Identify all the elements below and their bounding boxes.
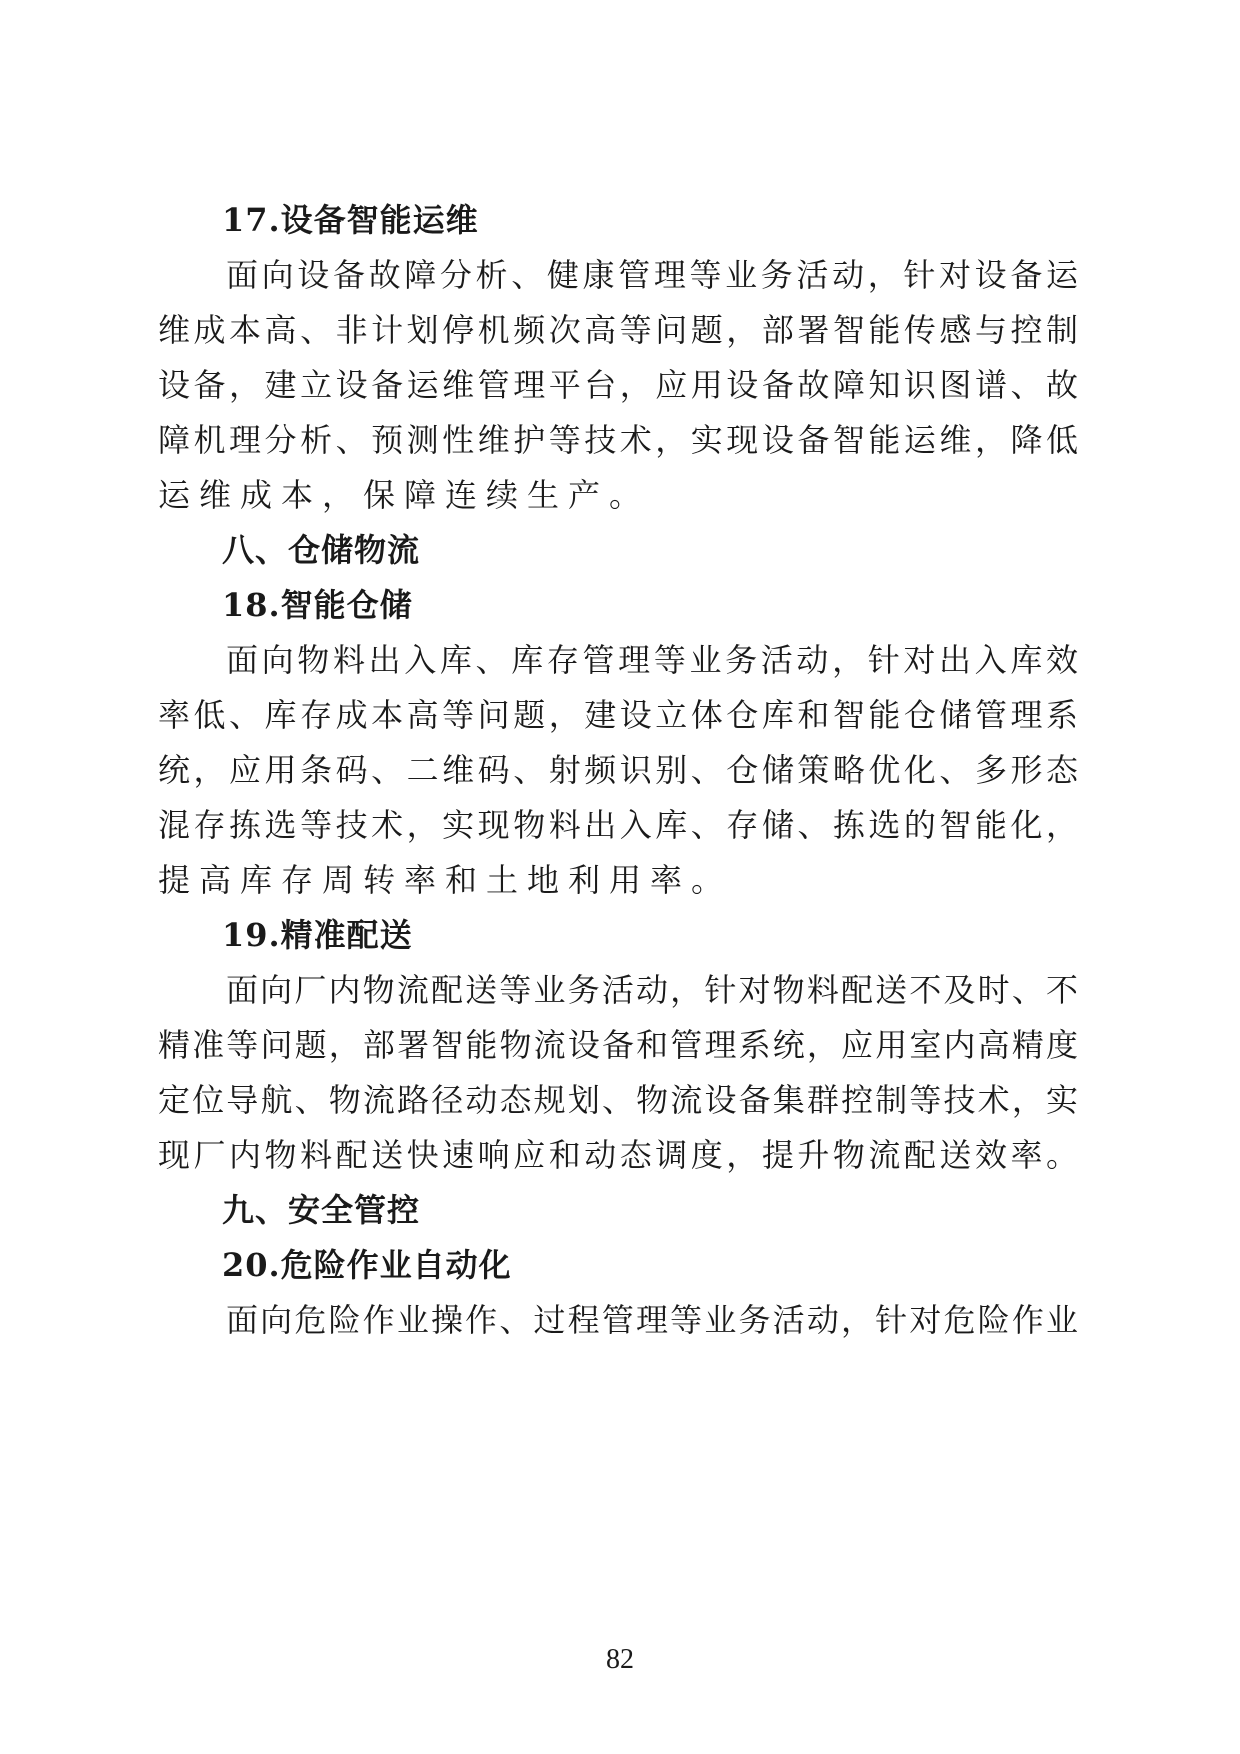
section-17-line-2: 维成本高、非计划停机频次高等问题，部署智能传感与控制 (158, 311, 1078, 349)
chapter-8-title: 八、仓储物流 (222, 531, 421, 569)
section-18-line-5: 提高库存周转率和土地利用率。 (158, 861, 733, 899)
section-17-title: 17.设备智能运维 (222, 201, 479, 239)
section-18-title: 18.智能仓储 (222, 586, 413, 624)
section-20-line-1: 面向危险作业操作、过程管理等业务活动，针对危险作业 (226, 1301, 1078, 1339)
section-19-title: 19.精准配送 (222, 916, 413, 954)
section-18-line-1: 面向物料出入库、库存管理等业务活动，针对出入库效 (226, 641, 1078, 679)
page-number: 82 (606, 1644, 634, 1675)
section-18-line-2: 率低、库存成本高等问题，建设立体仓库和智能仓储管理系 (158, 696, 1078, 734)
section-17-line-3: 设备，建立设备运维管理平台，应用设备故障知识图谱、故 (158, 366, 1078, 404)
section-19-line-1: 面向厂内物流配送等业务活动，针对物料配送不及时、不 (226, 971, 1078, 1009)
chapter-9-title: 九、安全管控 (222, 1191, 421, 1229)
section-19-line-3: 定位导航、物流路径动态规划、物流设备集群控制等技术，实 (158, 1081, 1078, 1119)
section-20-title: 20.危险作业自动化 (222, 1246, 512, 1284)
section-18-line-3: 统，应用条码、二维码、射频识别、仓储策略优化、多形态 (158, 751, 1078, 789)
section-19-line-2: 精准等问题，部署智能物流设备和管理系统，应用室内高精度 (158, 1026, 1078, 1064)
section-17-line-1: 面向设备故障分析、健康管理等业务活动，针对设备运 (226, 256, 1078, 294)
section-17-line-4: 障机理分析、预测性维护等技术，实现设备智能运维，降低 (158, 421, 1078, 459)
section-19-line-4: 现厂内物料配送快速响应和动态调度，提升物流配送效率。 (158, 1136, 1078, 1174)
section-18-line-4: 混存拣选等技术，实现物料出入库、存储、拣选的智能化， (158, 806, 1078, 844)
section-17-line-5: 运维成本，保障连续生产。 (158, 476, 651, 514)
